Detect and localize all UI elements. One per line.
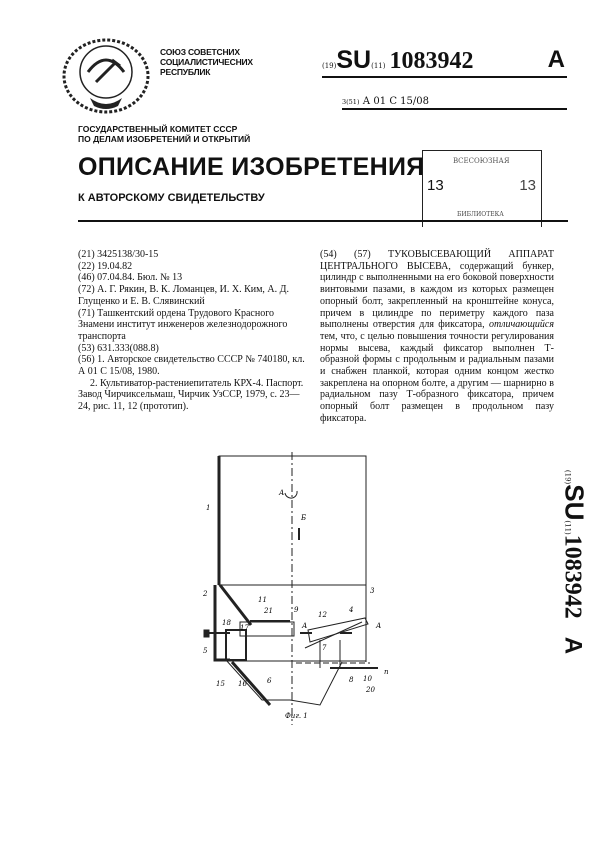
code-11: (11) bbox=[371, 62, 386, 70]
side-kind: A bbox=[559, 636, 587, 655]
side-number: 1083942 bbox=[559, 534, 586, 619]
side-code-19: (19) bbox=[563, 469, 572, 485]
abstract-text: содержащий бункер, цилиндр с выполненными на его боковой поверхности винтовыми пазами, в каждом из которых размещен опорный болт, закрепленный на кронштейне конуса, причем в цилиндре по периметру каждого паза выполнены отверстия для фиксатора, bbox=[320, 260, 554, 331]
figure-reference-label: 16 bbox=[238, 680, 247, 688]
stamp-right: 13 bbox=[519, 177, 536, 194]
figure-reference-label: 2 bbox=[203, 590, 208, 598]
figure-reference-label: 12 bbox=[318, 611, 327, 619]
stamp-top: ВСЕСОЮЗНАЯ bbox=[453, 157, 510, 165]
figure-reference-label: 10 bbox=[363, 675, 372, 683]
figure-reference-label: А bbox=[302, 622, 308, 630]
committee-line: ГОСУДАРСТВЕННЫЙ КОМИТЕТ СССР bbox=[78, 124, 238, 134]
figure-reference-label: 11 bbox=[258, 596, 267, 604]
side-code-11: (11) bbox=[563, 520, 572, 535]
abstract-text: тем, что, с целью повышения точности регулирования нормы высева, каждый фиксатор выполнен Т-образной формы с продольным и радиальным пазами и снабжен планкой, которая одним концом жестко закреплена на опорном болте, а другим — шарнирно в радиальном пазу Т-образного фиксатора, причем опорный болт размещен в продольном пазу фиксатора. bbox=[320, 330, 554, 424]
ipc-value: А 01 С 15/08 bbox=[362, 96, 429, 107]
figure-reference-label: 3 bbox=[370, 587, 375, 595]
invention-title: ТУКОВЫСЕВАЮЩИЙ АППАРАТ ЦЕНТРАЛЬНОГО ВЫСЕВА, bbox=[320, 249, 554, 272]
union-name-line: СОЦИАЛИСТИЧЕСНИХ bbox=[160, 57, 253, 67]
committee-line: ПО ДЕЛАМ ИЗОБРЕТЕНИЙ И ОТКРЫТИЙ bbox=[78, 134, 251, 144]
figure-reference-label: 9 bbox=[294, 606, 299, 614]
code-19: (19) bbox=[322, 62, 337, 70]
bib-entry: (46) 07.04.84. Бюл. № 13 bbox=[78, 272, 183, 284]
figure-reference-label: 20 bbox=[366, 686, 375, 694]
bib-entry: 2. Культиватор-растениепитатель КРХ-4. Паспорт. Завод Чирчиксельмаш, Чирчик УзССР, 1979, с. 23—24, рис. 11, 12 (прототип). bbox=[78, 377, 304, 413]
bib-entry: (22) 19.04.82 bbox=[78, 260, 133, 272]
figure-reference-label: 7 bbox=[322, 644, 327, 652]
figure-reference-label: 8 bbox=[349, 676, 354, 684]
bib-entry: (56) 1. Авторское свидетельство СССР № 740180, кл. А 01 С 15/08, 1980. bbox=[78, 354, 305, 378]
bib-entry: (53) 631.333(088.8) bbox=[78, 342, 159, 354]
bib-entry: (21) 3425138/30-15 bbox=[78, 249, 159, 260]
document-title: ОПИСАНИЕ ИЗОБРЕТЕНИЯ bbox=[78, 153, 425, 181]
stamp-bottom: БИБЛИОТЕКА bbox=[457, 211, 504, 218]
bib-entry: (72) А. Г. Рякин, В. К. Ломанцев, И. Х. Ким, А. Д. Глущенко и Е. В. Слявинский bbox=[78, 284, 289, 307]
bib-entry: (71) Ташкентский ордена Трудового Красного Знамени институт инженеров железнодорожного транспорта bbox=[78, 307, 288, 342]
figure-reference-label: n bbox=[384, 668, 389, 676]
kind-code: A bbox=[547, 46, 565, 73]
side-country: SU bbox=[559, 484, 590, 521]
abstract-emphasis: отличающийся bbox=[488, 319, 554, 331]
figure-reference-label: 5 bbox=[203, 647, 208, 655]
figure-reference-label: А bbox=[279, 489, 285, 497]
ipc-code: 3(51) bbox=[342, 98, 360, 106]
stamp-left: 13 bbox=[427, 177, 444, 194]
figure-caption: Фиг. 1 bbox=[285, 712, 308, 720]
abstract-codes: (54) (57) bbox=[320, 249, 371, 260]
figure-reference-label: 17 bbox=[240, 624, 249, 632]
union-name-line: РЕСПУБЛИК bbox=[160, 67, 211, 77]
figure-reference-label: 21 bbox=[264, 607, 273, 615]
figure-reference-label: 6 bbox=[267, 677, 272, 685]
country-code: SU bbox=[336, 46, 372, 74]
figure-reference-label: Б bbox=[301, 514, 307, 522]
figure-reference-label: 4 bbox=[349, 606, 354, 614]
patent-number: 1083942 bbox=[389, 48, 474, 74]
document-subtitle: К АВТОРСКОМУ СВИДЕТЕЛЬСТВУ bbox=[78, 192, 265, 204]
figure-reference-label: 15 bbox=[216, 680, 225, 688]
figure-reference-label: А bbox=[376, 622, 382, 630]
union-name-line: СОЮЗ СОВЕТСНИХ bbox=[160, 47, 240, 57]
figure-reference-label: 18 bbox=[222, 619, 231, 627]
figure-reference-label: 1 bbox=[206, 504, 211, 512]
